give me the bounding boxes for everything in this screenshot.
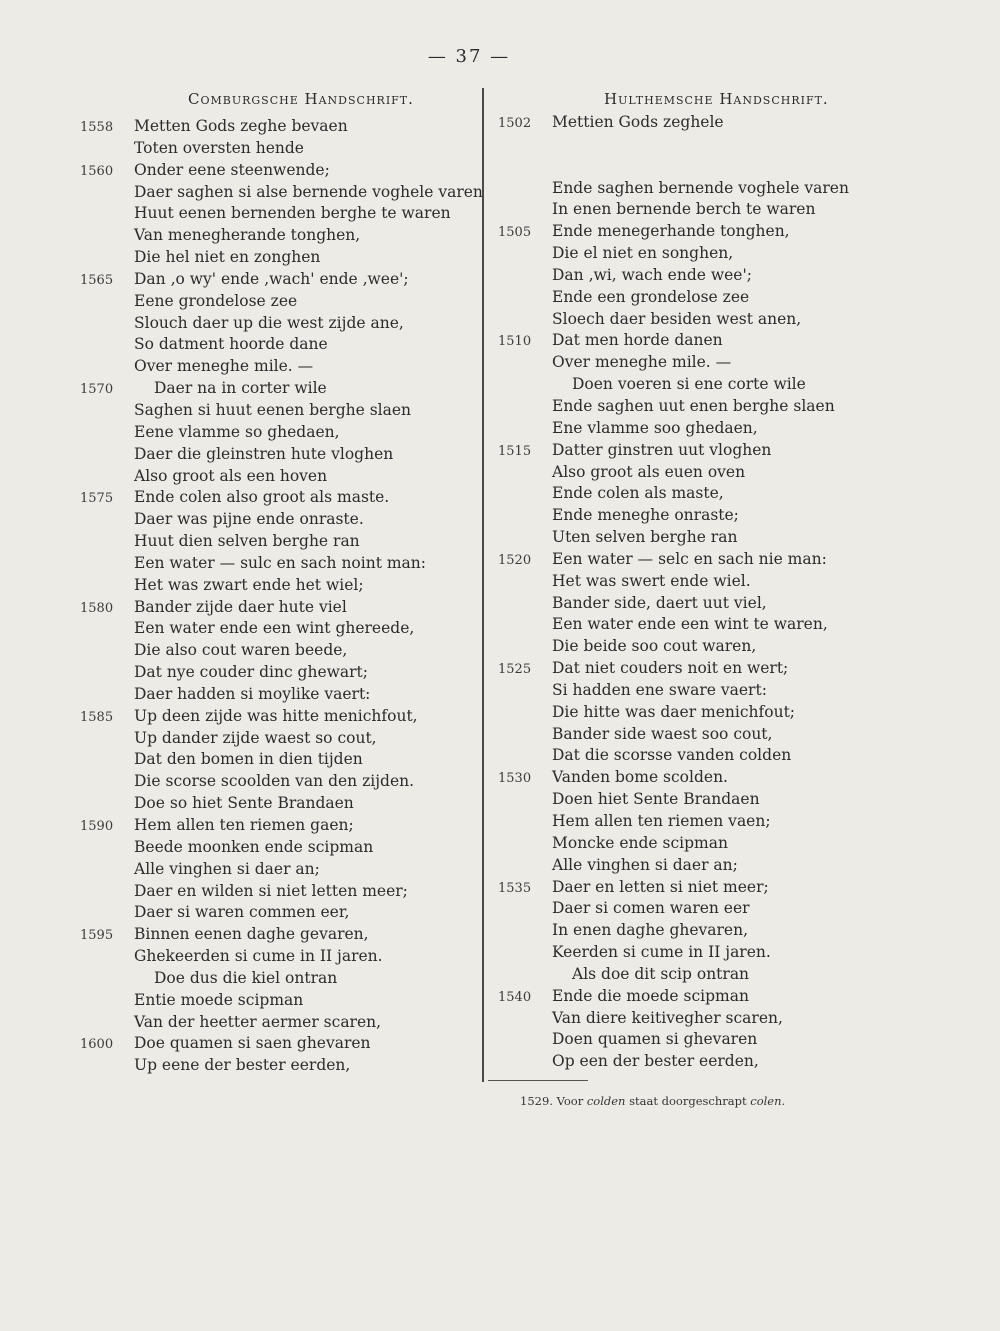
right-verse-line (498, 374, 849, 396)
line-number: 1515 (498, 443, 532, 459)
line-number: 1558 (80, 120, 114, 135)
left-verse-line (80, 968, 483, 990)
right-verse-line (498, 330, 849, 352)
right-verse-line (498, 877, 849, 899)
verse-text: Uten selven berghe ran (552, 528, 738, 547)
verse-text: Doen hiet Sente Brandaen (552, 790, 760, 809)
right-verse-line (498, 527, 849, 549)
verse-text: Toten oversten hende (134, 138, 304, 157)
left-verse-line (80, 1055, 483, 1077)
left-verse-line (80, 859, 483, 881)
verse-text: So datment hoorde dane (134, 335, 328, 354)
right-verse-line (498, 505, 849, 527)
verse-text: Dat den bomen in dien tijden (134, 750, 363, 769)
verse-text: Datter ginstren uut vloghen (552, 440, 772, 459)
right-column-heading: Hulthemsche Handschrift. (604, 90, 829, 108)
right-verse-line (498, 636, 849, 658)
verse-text: Ende meneghe onraste; (552, 506, 739, 525)
verse-text: Si hadden ene sware vaert: (552, 680, 767, 699)
line-number: 1505 (498, 225, 532, 241)
right-verse-line (498, 789, 849, 811)
verse-text: Daer na in corter wile (154, 379, 327, 398)
left-verse-line (80, 160, 483, 182)
verse-text: Also groot als een hoven (134, 466, 328, 485)
right-verse-line (498, 112, 849, 134)
left-verse-line (80, 728, 483, 750)
left-verse-line (80, 597, 483, 619)
verse-text: Daer die gleinstren hute vloghen (134, 444, 394, 463)
verse-text: Ende colen als maste, (552, 484, 724, 503)
line-number: 1585 (80, 709, 114, 725)
left-verse-line (80, 378, 483, 400)
right-verse-line (498, 483, 849, 505)
line-number: 1535 (498, 880, 532, 896)
verse-text: Keerden si cume in II jaren. (552, 943, 771, 962)
footnote-mid: staat doorgeschrapt (629, 1094, 747, 1108)
verse-text: Een water — sulc en sach noint man: (134, 553, 426, 572)
left-verse-line (80, 662, 483, 684)
left-verse-line (80, 291, 483, 313)
verse-text: Doe dus die kiel ontran (154, 968, 338, 987)
line-number: 1580 (80, 600, 114, 616)
right-verse-line (498, 855, 849, 877)
verse-text: Ende colen also groot als maste. (134, 488, 390, 507)
right-verse-line (498, 243, 849, 265)
line-number: 1540 (498, 989, 532, 1005)
right-verse-line (498, 898, 849, 920)
right-verse-line (498, 134, 849, 156)
right-verse-line (498, 156, 849, 178)
left-column-heading: Comburgsche Handschrift. (188, 90, 414, 108)
verse-text: Ende menegerhande tonghen, (552, 222, 790, 241)
verse-text: Die el niet en songhen, (552, 244, 734, 263)
left-verse-line (80, 444, 483, 466)
right-verse-line (498, 440, 849, 462)
left-verse-line (80, 1033, 483, 1055)
line-number: 1560 (80, 163, 114, 179)
verse-text: Doen voeren si ene corte wile (572, 375, 806, 394)
line-number: 1565 (80, 272, 114, 288)
verse-text: Over meneghe mile. — (134, 357, 314, 376)
verse-text: Een water — selc en sach nie man: (552, 549, 827, 568)
verse-text: Ende saghen uut enen berghe slaen (552, 396, 835, 415)
verse-text: Ende saghen bernende voghele varen (552, 178, 849, 197)
verse-text: Entie moede scipman (134, 990, 304, 1009)
verse-text: Up deen zijde was hitte menichfout, (134, 706, 418, 725)
left-verse-line (80, 771, 483, 793)
right-verse-line (498, 418, 849, 440)
verse-text: Beede moonken ende scipman (134, 837, 374, 856)
verse-text: Hem allen ten riemen vaen; (552, 812, 771, 830)
right-verse-line (498, 1051, 849, 1073)
verse-text: Ende die moede scipman (552, 986, 749, 1005)
line-number: 1575 (80, 491, 114, 507)
right-verse-line (498, 462, 849, 484)
verse-text: Mettien Gods zeghele (552, 113, 724, 131)
line-number: 1590 (80, 819, 114, 834)
line-number: 1600 (80, 1037, 114, 1053)
left-verse-line (80, 837, 483, 859)
verse-text: Dan ‚o wy' ende ‚wach' ende ‚wee'; (134, 269, 409, 288)
left-verse-line (80, 946, 483, 968)
right-verse-line (498, 702, 849, 724)
line-number: 1595 (80, 928, 114, 944)
verse-text: Doe so hiet Sente Brandaen (134, 794, 354, 813)
verse-text: Dat men horde danen (552, 331, 723, 350)
verse-text: Binnen eenen daghe gevaren, (134, 925, 369, 944)
verse-text: Die hel niet en zonghen (134, 248, 321, 267)
right-verse-line (498, 1029, 849, 1051)
left-column-text (80, 116, 483, 1077)
verse-text: Bander zijde daer hute viel (134, 597, 347, 616)
right-verse-line (498, 352, 849, 374)
left-verse-line (80, 182, 483, 204)
left-verse-line (80, 1012, 483, 1034)
left-verse-line (80, 356, 483, 378)
left-verse-line (80, 225, 483, 247)
left-verse-line (80, 466, 483, 488)
line-number: 1530 (498, 771, 532, 787)
verse-text: Daer hadden si moylike vaert: (134, 684, 371, 703)
verse-text: Van diere keitivegher scaren, (552, 1008, 783, 1027)
verse-text: In enen daghe ghevaren, (552, 921, 749, 940)
right-verse-line (498, 658, 849, 680)
verse-text: Dat niet couders noit en wert; (552, 659, 789, 678)
footnote-word-colen: colen. (750, 1094, 786, 1108)
left-verse-line (80, 334, 483, 356)
left-verse-line (80, 203, 483, 225)
verse-text: Bander side, daert uut viel, (552, 593, 767, 612)
footnote-word-colden: colden (586, 1094, 626, 1108)
verse-text: Een water ende een wint te waren, (552, 615, 828, 634)
right-verse-line (498, 614, 849, 636)
verse-text: Bander side waest soo cout, (552, 724, 773, 743)
left-verse-line (80, 793, 483, 815)
verse-text: Eene grondelose zee (134, 291, 298, 310)
right-verse-line (498, 309, 849, 331)
right-verse-line (498, 680, 849, 702)
right-column-text (498, 112, 849, 1073)
left-verse-line (80, 531, 483, 553)
right-verse-line (498, 571, 849, 593)
left-verse-line (80, 881, 483, 903)
verse-text: Daer was pijne ende onraste. (134, 510, 364, 529)
right-verse-line (498, 1008, 849, 1030)
left-verse-line (80, 487, 483, 509)
verse-text: Die hitte was daer menichfout; (552, 702, 796, 721)
verse-text: Hem allen ten riemen gaen; (134, 816, 354, 834)
verse-text: Daer si comen waren eer (552, 899, 750, 918)
right-verse-line (498, 549, 849, 571)
verse-text: Eene vlamme so ghedaen, (134, 422, 340, 441)
right-verse-line (498, 199, 849, 221)
verse-text: In enen bernende berch te waren (552, 200, 816, 219)
left-verse-line (80, 509, 483, 531)
line-number: 1570 (80, 382, 114, 398)
right-verse-line (498, 178, 849, 200)
verse-text: Die also cout waren beede, (134, 641, 348, 660)
verse-text: Die scorse scoolden van den zijden. (134, 772, 415, 791)
line-number: 1510 (498, 334, 532, 350)
verse-text: Dat nye couder dinc ghewart; (134, 663, 369, 682)
footnote-number: 1529. (520, 1094, 553, 1108)
right-verse-line (498, 964, 849, 986)
verse-text: Als doe dit scip ontran (572, 964, 750, 983)
left-verse-line (80, 749, 483, 771)
verse-text: Dan ‚wi, wach ende wee'; (552, 265, 752, 284)
left-verse-line (80, 247, 483, 269)
left-verse-line (80, 116, 483, 138)
left-verse-line (80, 815, 483, 837)
page-number: — 37 — (427, 46, 511, 67)
line-number: 1520 (498, 552, 532, 568)
right-verse-line (498, 833, 849, 855)
footnote (520, 1094, 785, 1108)
verse-text: Vanden bome scolden. (552, 768, 728, 787)
right-verse-line (498, 745, 849, 767)
verse-text: Doe quamen si saen ghevaren (134, 1034, 371, 1053)
left-verse-line (80, 400, 483, 422)
verse-text: Het was zwart ende het wiel; (134, 575, 364, 594)
right-verse-line (498, 287, 849, 309)
right-verse-line (498, 724, 849, 746)
verse-text: Up dander zijde waest so cout, (134, 728, 377, 747)
left-verse-line (80, 575, 483, 597)
verse-text: Ende een grondelose zee (552, 287, 750, 306)
verse-text: Up eene der bester eerden, (134, 1056, 351, 1075)
verse-text: Over meneghe mile. — (552, 353, 732, 372)
left-verse-line (80, 138, 483, 160)
right-verse-line (498, 767, 849, 789)
verse-text: Ene vlamme soo ghedaen, (552, 418, 758, 437)
left-verse-line (80, 269, 483, 291)
right-verse-line (498, 593, 849, 615)
right-verse-line (498, 221, 849, 243)
left-verse-line (80, 313, 483, 335)
verse-text: Daer en letten si niet meer; (552, 877, 769, 896)
verse-text: Doen quamen si ghevaren (552, 1030, 758, 1049)
right-verse-line (498, 396, 849, 418)
verse-text: Op een der bester eerden, (552, 1052, 759, 1071)
verse-text: Onder eene steenwende; (134, 160, 330, 179)
verse-text: Een water ende een wint ghereede, (134, 619, 415, 638)
line-number: 1525 (498, 662, 532, 678)
verse-text: Moncke ende scipman (552, 833, 728, 852)
left-verse-line (80, 422, 483, 444)
verse-text: Alle vinghen si daer an; (552, 855, 738, 874)
verse-text: Daer si waren commen eer, (134, 903, 350, 922)
left-verse-line (80, 706, 483, 728)
left-verse-line (80, 640, 483, 662)
footnote-pre: Voor (556, 1094, 584, 1108)
verse-text: Huut eenen bernenden berghe te waren (134, 204, 451, 223)
verse-text: Saghen si huut eenen berghe slaen (134, 400, 412, 419)
verse-text: Het was swert ende wiel. (552, 571, 751, 590)
right-verse-line (498, 265, 849, 287)
verse-text: Metten Gods zeghe bevaen (134, 117, 348, 135)
verse-text: Alle vinghen si daer an; (134, 859, 320, 878)
left-verse-line (80, 924, 483, 946)
verse-text: Sloech daer besiden west anen, (552, 309, 802, 328)
verse-text: Daer en wilden si niet letten meer; (134, 881, 408, 900)
line-number: 1502 (498, 116, 532, 131)
verse-text: Die beide soo cout waren, (552, 637, 757, 656)
left-verse-line (80, 553, 483, 575)
right-verse-line (498, 986, 849, 1008)
verse-text: Van der heetter aermer scaren, (134, 1012, 382, 1031)
left-verse-line (80, 684, 483, 706)
left-verse-line (80, 902, 483, 924)
verse-text: Van menegherande tonghen, (134, 226, 361, 245)
verse-text: Also groot als euen oven (552, 462, 746, 481)
verse-text: Dat die scorsse vanden colden (552, 746, 792, 765)
left-verse-line (80, 990, 483, 1012)
verse-text: Ghekeerden si cume in II jaren. (134, 947, 383, 966)
verse-text: Slouch daer up die west zijde ane, (134, 313, 404, 332)
right-verse-line (498, 942, 849, 964)
footnote-rule (488, 1080, 588, 1081)
left-verse-line (80, 618, 483, 640)
verse-text: Huut dien selven berghe ran (134, 532, 360, 551)
verse-text: Daer saghen si alse bernende voghele varen (134, 182, 483, 201)
right-verse-line (498, 811, 849, 833)
right-verse-line (498, 920, 849, 942)
